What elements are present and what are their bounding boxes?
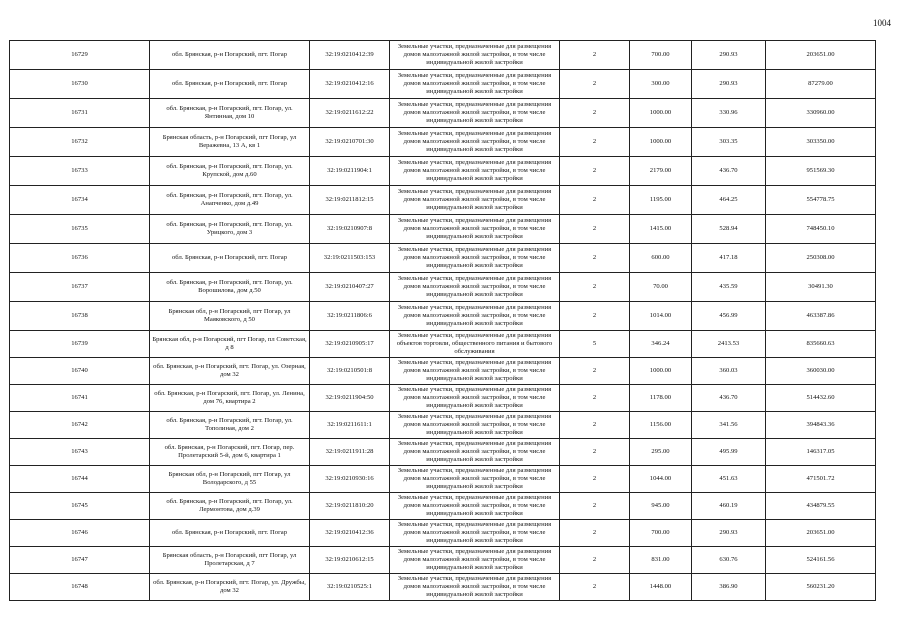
- cadastral-number-cell: 32:19:0210930:16: [310, 466, 390, 493]
- address-cell: обл. Брянская, р-н Погарский, пгт. Погар: [150, 244, 310, 273]
- area-cell: 1156.00: [630, 412, 692, 439]
- address-cell: обл. Брянская, р-н Погарский, пгт. Погар: [150, 70, 310, 99]
- table-row: [10, 302, 876, 331]
- cadastral-number-cell: 32:19:0211911:28: [310, 439, 390, 466]
- area-cell: 1000.00: [630, 358, 692, 385]
- specific-value-cell: 451.63: [692, 466, 766, 493]
- group-cell: 2: [560, 358, 630, 385]
- address-cell: Брянская обл, р-н Погарский, пгт Погар, ул Маяковского, д 50: [150, 302, 310, 331]
- cadastral-number-cell: 32:19:0211810:20: [310, 493, 390, 520]
- specific-value-cell: 386.90: [692, 574, 766, 601]
- land-use-cell: Земельные участки, предназначенные для размещения домов малоэтажной жилой застройки, в том числе индивидуальной жилой застройки: [390, 412, 560, 439]
- cadastral-value-cell: 87279.00: [766, 70, 876, 99]
- group-cell: 2: [560, 157, 630, 186]
- cadastral-value-cell: 514432.60: [766, 385, 876, 412]
- table-row: [10, 439, 876, 466]
- group-cell: 2: [560, 302, 630, 331]
- row-number-cell: 16745: [10, 493, 150, 520]
- area-cell: 700.00: [630, 41, 692, 70]
- cadastral-number-cell: 32:19:0210612:15: [310, 547, 390, 574]
- group-cell: 5: [560, 331, 630, 358]
- row-number-cell: 16739: [10, 331, 150, 358]
- group-cell: 2: [560, 186, 630, 215]
- group-cell: 2: [560, 493, 630, 520]
- specific-value-cell: 330.96: [692, 99, 766, 128]
- address-cell: обл. Брянская, р-н Погарский, пгт. Погар: [150, 520, 310, 547]
- land-use-cell: Земельные участки, предназначенные для размещения домов малоэтажной жилой застройки, в том числе индивидуальной жилой застройки: [390, 439, 560, 466]
- row-number-cell: 16734: [10, 186, 150, 215]
- table-row: [10, 99, 876, 128]
- cadastral-number-cell: 32:19:0211904:1: [310, 157, 390, 186]
- area-cell: 600.00: [630, 244, 692, 273]
- table-body: [10, 41, 876, 601]
- cadastral-value-cell: 748450.10: [766, 215, 876, 244]
- specific-value-cell: 435.59: [692, 273, 766, 302]
- cadastral-value-cell: 303350.00: [766, 128, 876, 157]
- address-cell: обл. Брянская, р-н Погарский, пгт. Погар, ул. Анапченко, дом д.49: [150, 186, 310, 215]
- area-cell: 295.00: [630, 439, 692, 466]
- cadastral-number-cell: 32:19:0210525:1: [310, 574, 390, 601]
- land-use-cell: Земельные участки, предназначенные для размещения домов малоэтажной жилой застройки, в том числе индивидуальной жилой застройки: [390, 215, 560, 244]
- cadastral-value-cell: 951569.30: [766, 157, 876, 186]
- cadastral-value-cell: 360030.00: [766, 358, 876, 385]
- area-cell: 1178.00: [630, 385, 692, 412]
- cadastral-value-cell: 146317.05: [766, 439, 876, 466]
- group-cell: 2: [560, 574, 630, 601]
- specific-value-cell: 360.03: [692, 358, 766, 385]
- land-use-cell: Земельные участки, предназначенные для размещения домов малоэтажной жилой застройки, в том числе индивидуальной жилой застройки: [390, 574, 560, 601]
- group-cell: 2: [560, 412, 630, 439]
- table-row: [10, 493, 876, 520]
- table-row: [10, 273, 876, 302]
- specific-value-cell: 2413.53: [692, 331, 766, 358]
- row-number-cell: 16742: [10, 412, 150, 439]
- cadastral-value-cell: 471501.72: [766, 466, 876, 493]
- group-cell: 2: [560, 244, 630, 273]
- cadastral-number-cell: 32:19:0211806:6: [310, 302, 390, 331]
- page-number: 1004: [873, 18, 891, 28]
- cadastral-value-cell: 434879.55: [766, 493, 876, 520]
- table-row: [10, 520, 876, 547]
- address-cell: Брянская обл, р-н Погарский, пгт Погар, пл Советская, д 8: [150, 331, 310, 358]
- specific-value-cell: 341.56: [692, 412, 766, 439]
- land-use-cell: Земельные участки, предназначенные для размещения домов малоэтажной жилой застройки, в том числе индивидуальной жилой застройки: [390, 493, 560, 520]
- area-cell: 1000.00: [630, 128, 692, 157]
- table-row: [10, 331, 876, 358]
- group-cell: 2: [560, 547, 630, 574]
- table-row: [10, 547, 876, 574]
- table-row: [10, 466, 876, 493]
- cadastral-number-cell: 32:19:0211503:153: [310, 244, 390, 273]
- group-cell: 2: [560, 385, 630, 412]
- specific-value-cell: 464.25: [692, 186, 766, 215]
- group-cell: 2: [560, 439, 630, 466]
- group-cell: 2: [560, 41, 630, 70]
- specific-value-cell: 303.35: [692, 128, 766, 157]
- land-use-cell: Земельные участки, предназначенные для размещения домов малоэтажной жилой застройки, в том числе индивидуальной жилой застройки: [390, 70, 560, 99]
- specific-value-cell: 456.99: [692, 302, 766, 331]
- cadastral-number-cell: 32:19:0210905:17: [310, 331, 390, 358]
- area-cell: 945.00: [630, 493, 692, 520]
- cadastral-number-cell: 32:19:0211611:1: [310, 412, 390, 439]
- specific-value-cell: 290.93: [692, 70, 766, 99]
- cadastral-value-cell: 330960.00: [766, 99, 876, 128]
- row-number-cell: 16730: [10, 70, 150, 99]
- address-cell: обл. Брянская, р-н Погарский, пгт. Погар, ул. Озерная, дом 32: [150, 358, 310, 385]
- cadastral-value-cell: 463387.86: [766, 302, 876, 331]
- group-cell: 2: [560, 520, 630, 547]
- cadastral-number-cell: 32:19:0210412:39: [310, 41, 390, 70]
- area-cell: 700.00: [630, 520, 692, 547]
- cadastral-number-cell: 32:19:0211904:50: [310, 385, 390, 412]
- area-cell: 1014.00: [630, 302, 692, 331]
- area-cell: 1415.00: [630, 215, 692, 244]
- land-use-cell: Земельные участки, предназначенные для размещения домов малоэтажной жилой застройки, в том числе индивидуальной жилой застройки: [390, 520, 560, 547]
- row-number-cell: 16747: [10, 547, 150, 574]
- area-cell: 300.00: [630, 70, 692, 99]
- row-number-cell: 16733: [10, 157, 150, 186]
- row-number-cell: 16731: [10, 99, 150, 128]
- address-cell: обл. Брянская, р-н Погарский, пгт. Погар, ул. Дружбы, дом 32: [150, 574, 310, 601]
- address-cell: обл. Брянская, р-н Погарский, пгт. Погар, ул. Урицкого, дом 3: [150, 215, 310, 244]
- land-use-cell: Земельные участки, предназначенные для размещения домов малоэтажной жилой застройки, в том числе индивидуальной жилой застройки: [390, 466, 560, 493]
- address-cell: Брянская обл, р-н Погарский, пгт Погар, ул Володарского, д 55: [150, 466, 310, 493]
- land-use-cell: Земельные участки, предназначенные для размещения домов малоэтажной жилой застройки, в том числе индивидуальной жилой застройки: [390, 157, 560, 186]
- table-row: [10, 358, 876, 385]
- group-cell: 2: [560, 70, 630, 99]
- group-cell: 2: [560, 215, 630, 244]
- row-number-cell: 16748: [10, 574, 150, 601]
- cadastral-value-cell: 554778.75: [766, 186, 876, 215]
- table-row: [10, 186, 876, 215]
- land-use-cell: Земельные участки, предназначенные для размещения домов малоэтажной жилой застройки, в том числе индивидуальной жилой застройки: [390, 385, 560, 412]
- table-row: [10, 128, 876, 157]
- address-cell: обл. Брянская, р-н Погарский, пгт. Погар, ул. Лермонтова, дом д.39: [150, 493, 310, 520]
- specific-value-cell: 417.18: [692, 244, 766, 273]
- land-use-cell: Земельные участки, предназначенные для размещения домов малоэтажной жилой застройки, в том числе индивидуальной жилой застройки: [390, 186, 560, 215]
- land-use-cell: Земельные участки, предназначенные для размещения объектов торговли, общественного питания и бытового обслуживания: [390, 331, 560, 358]
- land-use-cell: Земельные участки, предназначенные для размещения домов малоэтажной жилой застройки, в том числе индивидуальной жилой застройки: [390, 273, 560, 302]
- cadastral-number-cell: 32:19:0211812:15: [310, 186, 390, 215]
- row-number-cell: 16746: [10, 520, 150, 547]
- land-use-cell: Земельные участки, предназначенные для размещения домов малоэтажной жилой застройки, в том числе индивидуальной жилой застройки: [390, 128, 560, 157]
- cadastral-value-cell: 203651.00: [766, 41, 876, 70]
- table-row: [10, 244, 876, 273]
- land-use-cell: Земельные участки, предназначенные для размещения домов малоэтажной жилой застройки, в том числе индивидуальной жилой застройки: [390, 547, 560, 574]
- row-number-cell: 16737: [10, 273, 150, 302]
- address-cell: обл. Брянская, р-н Погарский, пгт. Погар, ул. Янтинная, дом 10: [150, 99, 310, 128]
- group-cell: 2: [560, 273, 630, 302]
- specific-value-cell: 290.93: [692, 520, 766, 547]
- cadastral-value-table: [9, 40, 876, 601]
- address-cell: обл. Брянская, р-н Погарский, пгт. Погар, ул. Ленина, дом 76, квартира 2: [150, 385, 310, 412]
- group-cell: 2: [560, 128, 630, 157]
- cadastral-value-cell: 30491.30: [766, 273, 876, 302]
- specific-value-cell: 290.93: [692, 41, 766, 70]
- row-number-cell: 16738: [10, 302, 150, 331]
- cadastral-value-cell: 835660.63: [766, 331, 876, 358]
- cadastral-value-cell: 203651.00: [766, 520, 876, 547]
- row-number-cell: 16741: [10, 385, 150, 412]
- area-cell: 831.00: [630, 547, 692, 574]
- cadastral-value-cell: 524161.56: [766, 547, 876, 574]
- specific-value-cell: 528.94: [692, 215, 766, 244]
- table-row: [10, 574, 876, 601]
- cadastral-value-cell: 250308.00: [766, 244, 876, 273]
- specific-value-cell: 495.99: [692, 439, 766, 466]
- specific-value-cell: 436.70: [692, 157, 766, 186]
- address-cell: обл. Брянская, р-н Погарский, пгт. Погар, ул. Ворошилова, дом д.50: [150, 273, 310, 302]
- land-use-cell: Земельные участки, предназначенные для размещения домов малоэтажной жилой застройки, в том числе индивидуальной жилой застройки: [390, 41, 560, 70]
- cadastral-number-cell: 32:19:0210701:30: [310, 128, 390, 157]
- row-number-cell: 16729: [10, 41, 150, 70]
- group-cell: 2: [560, 466, 630, 493]
- area-cell: 1195.00: [630, 186, 692, 215]
- area-cell: 2179.00: [630, 157, 692, 186]
- row-number-cell: 16744: [10, 466, 150, 493]
- cadastral-number-cell: 32:19:0210412:36: [310, 520, 390, 547]
- area-cell: 346.24: [630, 331, 692, 358]
- table-row: [10, 41, 876, 70]
- land-use-cell: Земельные участки, предназначенные для размещения домов малоэтажной жилой застройки, в том числе индивидуальной жилой застройки: [390, 302, 560, 331]
- address-cell: обл. Брянская, р-н Погарский, пгт. Погар: [150, 41, 310, 70]
- row-number-cell: 16743: [10, 439, 150, 466]
- table-row: [10, 385, 876, 412]
- land-use-cell: Земельные участки, предназначенные для размещения домов малоэтажной жилой застройки, в том числе индивидуальной жилой застройки: [390, 358, 560, 385]
- address-cell: обл. Брянская, р-н Погарский, пгт. Погар, пер. Пролетарский 5-й, дом 6, квартира 1: [150, 439, 310, 466]
- group-cell: 2: [560, 99, 630, 128]
- cadastral-number-cell: 32:19:0210412:16: [310, 70, 390, 99]
- table-row: [10, 70, 876, 99]
- cadastral-number-cell: 32:19:0210407:27: [310, 273, 390, 302]
- address-cell: обл. Брянская, р-н Погарский, пгт. Погар, ул. Крупской, дом д.60: [150, 157, 310, 186]
- row-number-cell: 16736: [10, 244, 150, 273]
- address-cell: Брянская область, р-н Погарский, пгт Погар, ул Пролетарская, д 7: [150, 547, 310, 574]
- cadastral-value-cell: 394843.36: [766, 412, 876, 439]
- address-cell: обл. Брянская, р-н Погарский, пгт. Погар, ул. Тополиная, дом 2: [150, 412, 310, 439]
- row-number-cell: 16732: [10, 128, 150, 157]
- cadastral-value-cell: 560231.20: [766, 574, 876, 601]
- row-number-cell: 16735: [10, 215, 150, 244]
- specific-value-cell: 630.76: [692, 547, 766, 574]
- address-cell: Брянская область, р-н Погарский, пгт Погар, ул Веражевна, 13 А, кв 1: [150, 128, 310, 157]
- table-row: [10, 157, 876, 186]
- cadastral-number-cell: 32:19:0211612:22: [310, 99, 390, 128]
- cadastral-number-cell: 32:19:0210501:8: [310, 358, 390, 385]
- area-cell: 70.00: [630, 273, 692, 302]
- table-row: [10, 215, 876, 244]
- area-cell: 1448.00: [630, 574, 692, 601]
- land-use-cell: Земельные участки, предназначенные для размещения домов малоэтажной жилой застройки, в том числе индивидуальной жилой застройки: [390, 244, 560, 273]
- specific-value-cell: 460.19: [692, 493, 766, 520]
- specific-value-cell: 436.70: [692, 385, 766, 412]
- table-row: [10, 412, 876, 439]
- cadastral-number-cell: 32:19:0210907:8: [310, 215, 390, 244]
- area-cell: 1044.00: [630, 466, 692, 493]
- land-use-cell: Земельные участки, предназначенные для размещения домов малоэтажной жилой застройки, в том числе индивидуальной жилой застройки: [390, 99, 560, 128]
- row-number-cell: 16740: [10, 358, 150, 385]
- area-cell: 1000.00: [630, 99, 692, 128]
